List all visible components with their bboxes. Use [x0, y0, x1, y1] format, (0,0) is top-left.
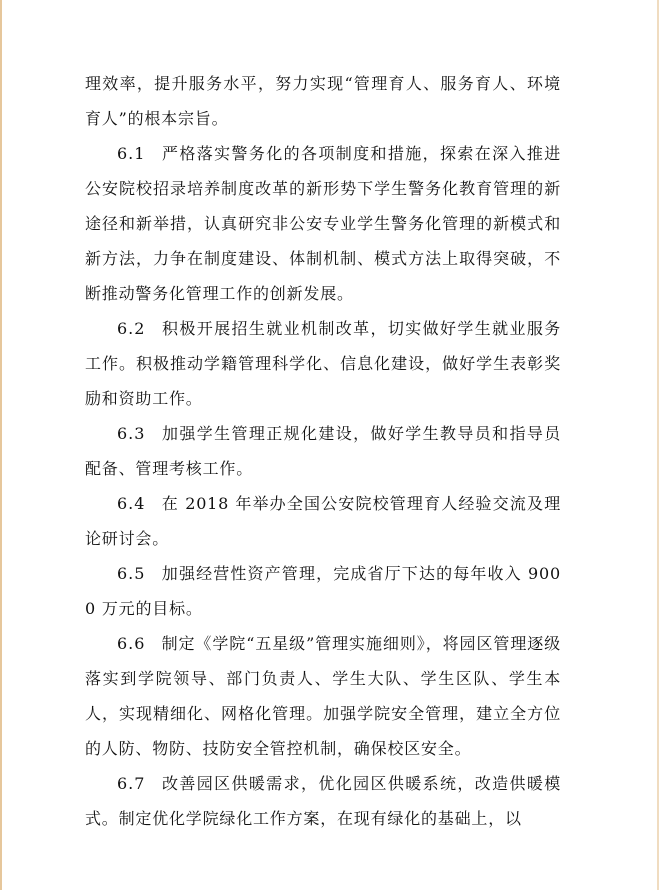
paragraph-6-3: [85, 416, 561, 486]
paragraph-text: 积极开展招生就业机制改革，切实做好学生就业服务工作。积极推动学籍管理科学化、信息化建设，做好学生表彰奖励和资助工作。: [85, 319, 561, 408]
paragraph-text: 在 2018 年举办全国公安院校管理育人经验交流及理论研讨会。: [85, 494, 561, 548]
paragraph-number: 6.4: [117, 494, 146, 513]
paragraph-text: 改善园区供暖需求，优化园区供暖系统，改造供暖模式。制定优化学院绿化工作方案，在现有绿化的基础上，以: [85, 774, 561, 828]
paragraph-number: 6.3: [117, 424, 146, 443]
paragraph-6-6: [85, 626, 561, 766]
paragraph-number: 6.2: [117, 319, 146, 338]
paragraph-number: 6.5: [117, 564, 146, 583]
paragraph-6-4: [85, 486, 561, 556]
paragraph-6-2: [85, 311, 561, 416]
paragraph-6-5: [85, 556, 561, 626]
paragraph-number: 6.7: [117, 774, 146, 793]
document-body: [85, 66, 561, 836]
paragraph-text: 制定《学院“五星级”管理实施细则》，将园区管理逐级落实到学院领导、部门负责人、学生大队、学生区队、学生本人，实现精细化、网格化管理。加强学院安全管理，建立全方位的人防、物防、技防安全管控机制，确保校区安全。: [85, 634, 561, 758]
paragraph-continued: [85, 66, 561, 136]
paragraph-text: 严格落实警务化的各项制度和措施，探索在深入推进公安院校招录培养制度改革的新形势下学生警务化教育管理的新途径和新举措，认真研究非公安专业学生警务化管理的新模式和新方法，力争在制度建设、体制机制、模式方法上取得突破，不断推动警务化管理工作的创新发展。: [85, 144, 561, 303]
paragraph-text: 加强经营性资产管理，完成省厅下达的每年收入 9000 万元的目标。: [85, 564, 561, 618]
paragraph-text: 理效率，提升服务水平，努力实现“管理育人、服务育人、环境育人”的根本宗旨。: [85, 74, 561, 128]
paragraph-6-7: [85, 766, 561, 836]
paragraph-number: 6.6: [117, 634, 146, 653]
page-edge-left: [0, 0, 2, 890]
paragraph-number: 6.1: [117, 144, 146, 163]
paragraph-6-1: [85, 136, 561, 311]
paragraph-text: 加强学生管理正规化建设，做好学生教导员和指导员配备、管理考核工作。: [85, 424, 561, 478]
